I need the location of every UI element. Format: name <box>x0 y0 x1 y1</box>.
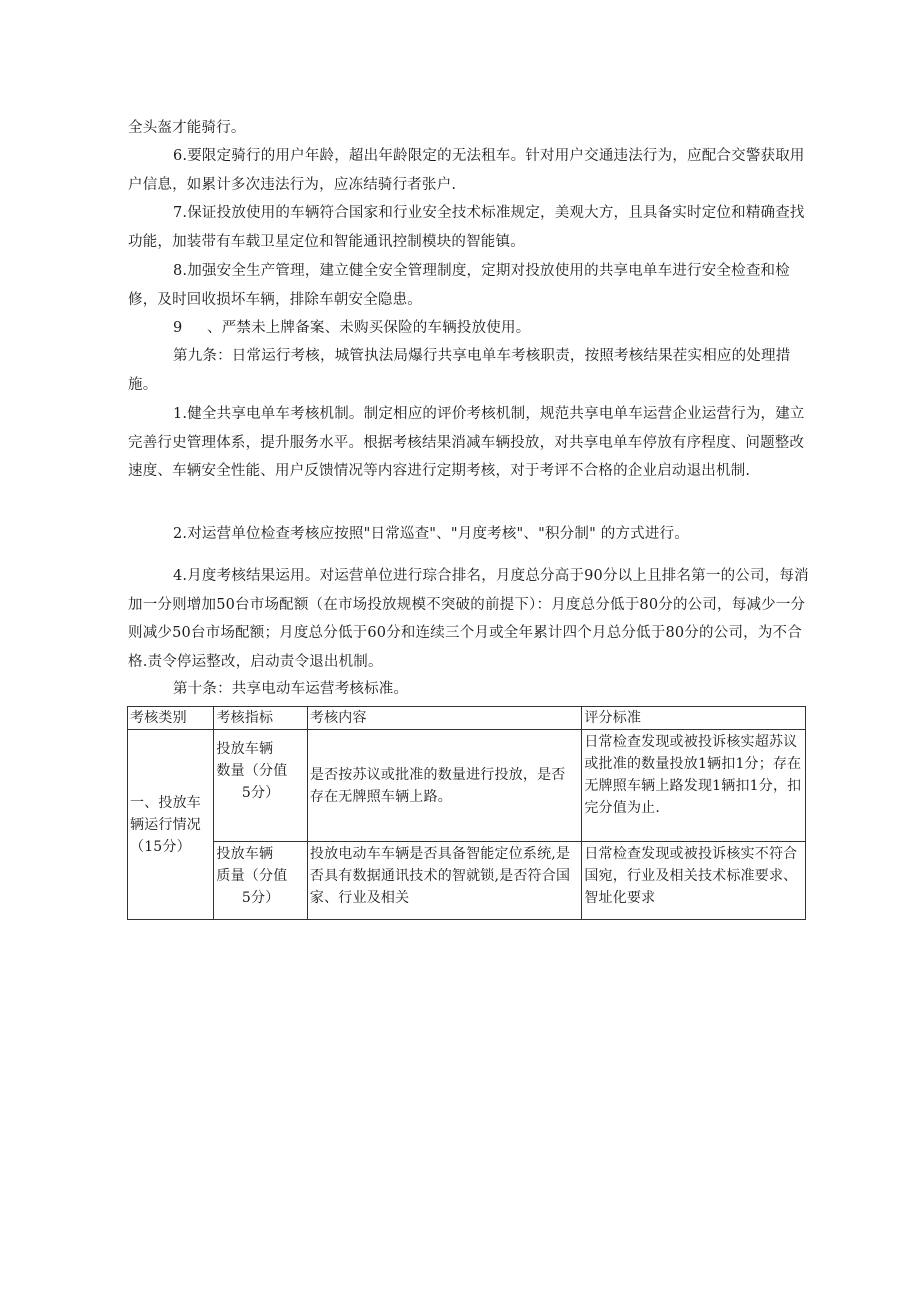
header-indicator: 考核指标 <box>214 707 308 730</box>
paragraph-item-6: 6.要限定骑行的用户年龄，超出年龄限定的无法租车。针对用户交通违法行为，应配合交警获取用户信息，如累计多次违法行为，应冻结骑行者张户. <box>128 148 805 193</box>
indicator-line: 5分） <box>241 890 280 906</box>
item-9-text: 、严禁未上牌备案、未购买保险的车辆投放使用。 <box>207 320 531 336</box>
indicator-line: 质量（分值 <box>216 868 288 884</box>
paragraph-helmet: 全头盔才能骑行。 <box>128 120 246 136</box>
header-content: 考核内容 <box>307 707 581 730</box>
header-category: 考核类别 <box>128 707 214 730</box>
indicator-cell <box>214 730 308 842</box>
indicator-line: 5分） <box>241 785 280 801</box>
category-text: 一、投放车辆运行情况（15分） <box>130 794 201 855</box>
content-cell: 投放电动车车辆是否具备智能定位系统,是否具有数据通讯技术的智就锁,是否符合国家、行业及相关 <box>307 842 581 920</box>
assessment-table <box>127 706 806 920</box>
item-9-number: 9 <box>173 320 183 336</box>
indicator-line: 数量（分值 <box>216 763 288 779</box>
content-cell: 是否按苏议或批准的数量进行投放，是否存在无牌照车辆上路。 <box>307 730 581 842</box>
table-header-row <box>128 707 806 730</box>
paragraph-article-10: 第十条：共享电动车运营考核标准。 <box>173 681 409 697</box>
paragraph-assessment-2: 2.对运营单位检查考核应按照"日常巡查"、"月度考核"、"积分制" 的方式进行。 <box>173 526 689 542</box>
indicator-line: 投放车辆 <box>216 846 274 862</box>
table-row <box>128 730 806 842</box>
header-standard: 评分标准 <box>582 707 806 730</box>
category-cell <box>128 730 214 920</box>
paragraph-item-9 <box>173 314 813 343</box>
paragraph-item-8: 8.加强安全生产管理，建立健全安全管理制度，定期对投放使用的共享电单车进行安全检查和检修，及时回收损坏车辆，排除车朝安全隐患。 <box>128 263 790 308</box>
indicator-line: 投放车辆 <box>216 741 274 757</box>
standard-cell: 日常检查发现或被投诉核实不符合国宛，行业及相关技术标准要求、智址化要求 <box>582 842 806 920</box>
paragraph-article-9: 第九条：日常运行考核，城管执法局爆行共享电单车考核职责，按照考核结果茬实相应的处理措施。 <box>128 348 791 393</box>
paragraph-item-7: 7.保证投放使用的车辆符合国家和行业安全技术标准规定，美观大方，且具备实时定位和精确查找功能，加装带有车载卫星定位和智能通讯控制模块的智能镇。 <box>128 205 805 250</box>
paragraph-assessment-4: 4.月度考核结果运用。对运营单位进行琮合排名，月度总分高于90分以上且排名第一的公司，每消加一分则增加50台市场配额（在市场投放规模不突破的前提下）：月度总分低于80分的公司，每减少一分则减少50台市场配额；月度总分低于60分和连续三个月或全年累计四个月总分低于80分的公司，为不合格.责令停运整改，启动责令退出机制。 <box>128 568 809 670</box>
table-row <box>128 842 806 920</box>
indicator-cell <box>214 842 308 920</box>
standard-cell: 日常检查发现或被投诉核实超苏议或批准的数量投放1辆扣1分；存在无牌照车辆上路发现1辆扣1分，扣完分值为止. <box>582 730 806 842</box>
paragraph-assessment-1: 1.健全共享电单车考核机制。制定相应的评价考核机制，规范共享电单车运营企业运营行为，建立完善行史管理体系，提升服务水平。根据考核结果消减车辆投放，对共享电单车停放有序程度、问题整改速度、车辆安全性能、用户反馈情况等内容进行定期考核，对于考评不合格的企业启动退出机制. <box>128 406 805 479</box>
